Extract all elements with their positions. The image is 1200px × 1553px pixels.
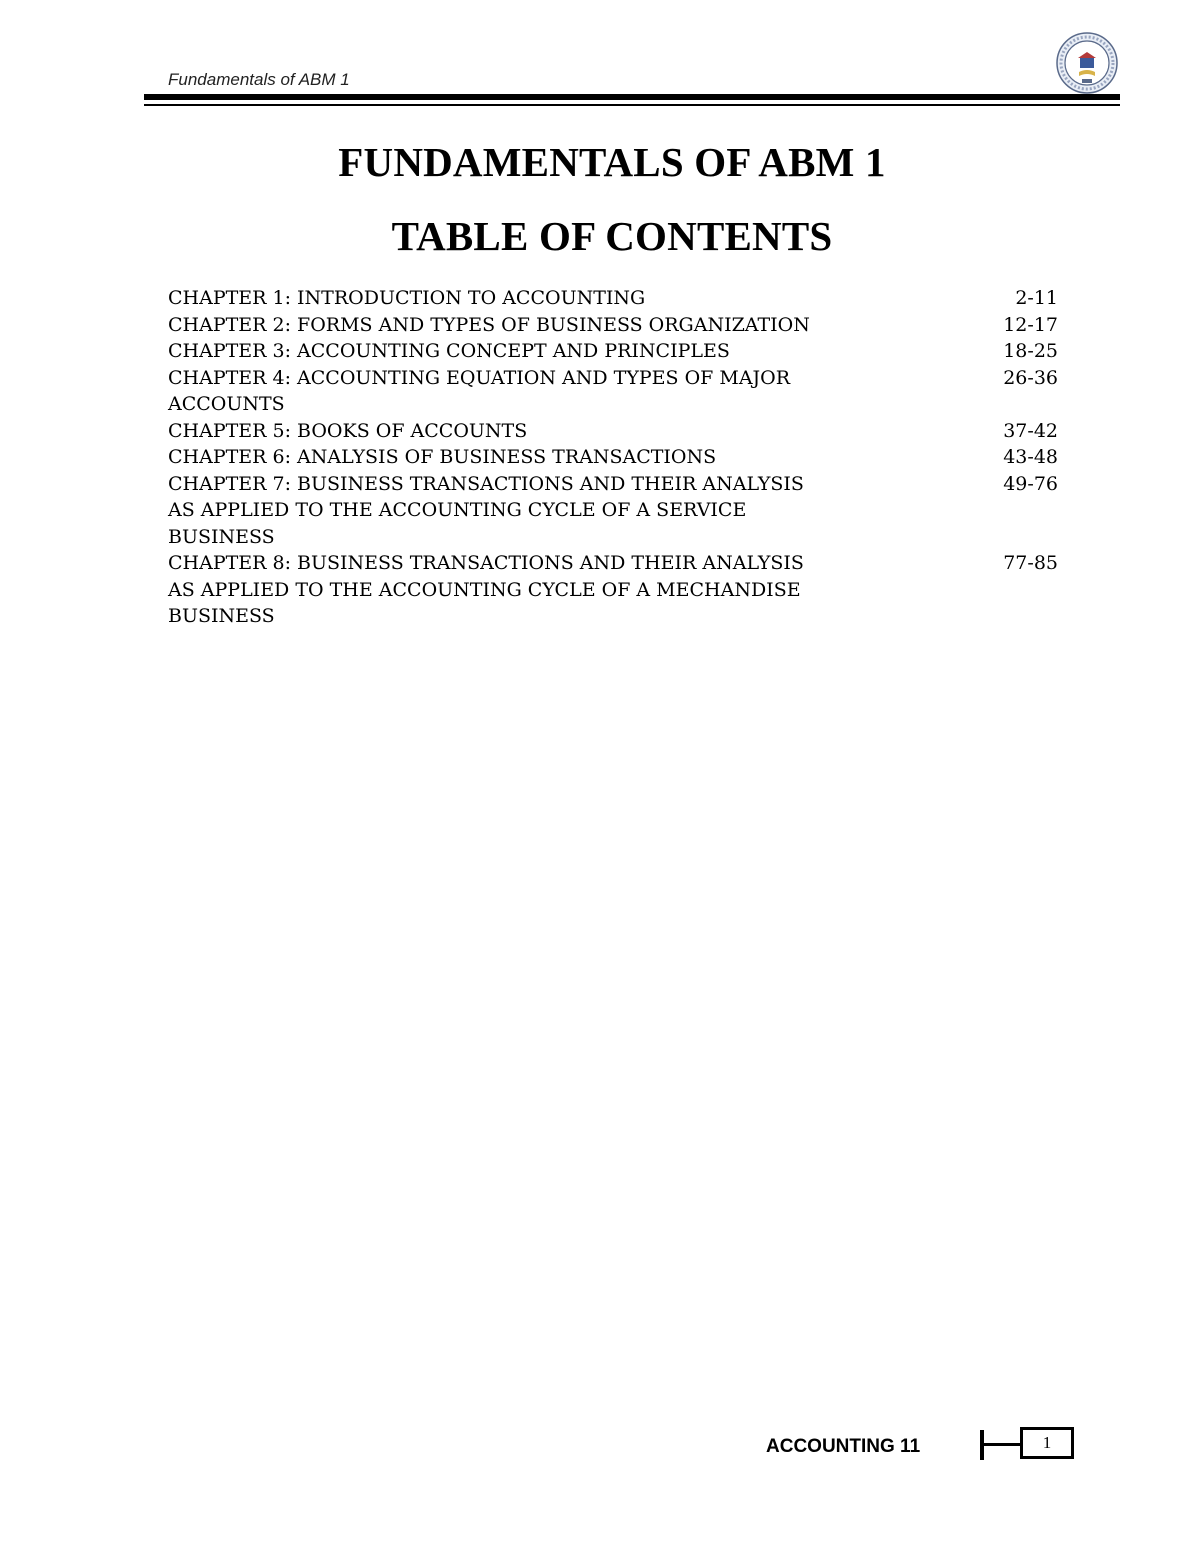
toc-entry-title: CHAPTER 4: ACCOUNTING EQUATION AND TYPES OF MAJOR ACCOUNTS <box>168 366 791 415</box>
toc-entry-chapter-6 <box>168 444 1058 471</box>
toc-entry-chapter-4 <box>168 365 1058 418</box>
toc-heading: TABLE OF CONTENTS <box>391 213 833 259</box>
header-rule-thin <box>144 104 1120 106</box>
toc-entry-pages: 12-17 <box>1003 313 1058 336</box>
toc-entry-chapter-8 <box>168 550 1058 630</box>
school-seal-icon <box>1056 32 1118 94</box>
toc-entry-title: CHAPTER 8: BUSINESS TRANSACTIONS AND THEIR ANALYSIS AS APPLIED TO THE ACCOUNTING CYCLE OF A MECHANDISE BUSINESS <box>168 552 804 627</box>
toc-entry-chapter-3 <box>168 338 1058 365</box>
toc-entry-title: CHAPTER 1: INTRODUCTION TO ACCOUNTING <box>168 287 646 309</box>
toc-entry-title: CHAPTER 3: ACCOUNTING CONCEPT AND PRINCIPLES <box>168 340 730 362</box>
toc-entry-chapter-5 <box>168 418 1058 445</box>
toc-entry-chapter-2 <box>168 312 1058 339</box>
page-number: 1 <box>1020 1427 1074 1459</box>
toc-entry-pages: 2-11 <box>1015 287 1058 309</box>
toc-entry-pages: 43-48 <box>1003 446 1058 468</box>
page-bracket-icon <box>980 1428 1022 1462</box>
toc-entry-pages: 77-85 <box>1003 552 1058 574</box>
running-header-title: Fundamentals of ABM 1 <box>168 70 350 89</box>
toc-entry-pages: 18-25 <box>1003 340 1058 362</box>
toc-entry-title: CHAPTER 6: ANALYSIS OF BUSINESS TRANSACTIONS <box>168 446 717 468</box>
toc-entry-chapter-1 <box>168 285 1058 312</box>
toc-entry-title: CHAPTER 2: FORMS AND TYPES OF BUSINESS ORGANIZATION <box>168 313 810 336</box>
toc-entry-title: CHAPTER 5: BOOKS OF ACCOUNTS <box>168 419 528 442</box>
toc-entry-pages: 26-36 <box>1003 366 1058 389</box>
toc-entry-pages: 37-42 <box>1003 419 1058 442</box>
toc-entry-chapter-7 <box>168 471 1058 551</box>
header-rule-thick <box>144 94 1120 100</box>
footer-course-label: ACCOUNTING 11 <box>766 1436 921 1457</box>
table-of-contents <box>168 285 1058 630</box>
document-title: FUNDAMENTALS OF ABM 1 <box>338 139 886 185</box>
toc-entry-pages: 49-76 <box>1003 472 1058 495</box>
toc-entry-title: CHAPTER 7: BUSINESS TRANSACTIONS AND THEIR ANALYSIS AS APPLIED TO THE ACCOUNTING CYCLE OF A SERVICE BUSINESS <box>168 472 804 548</box>
